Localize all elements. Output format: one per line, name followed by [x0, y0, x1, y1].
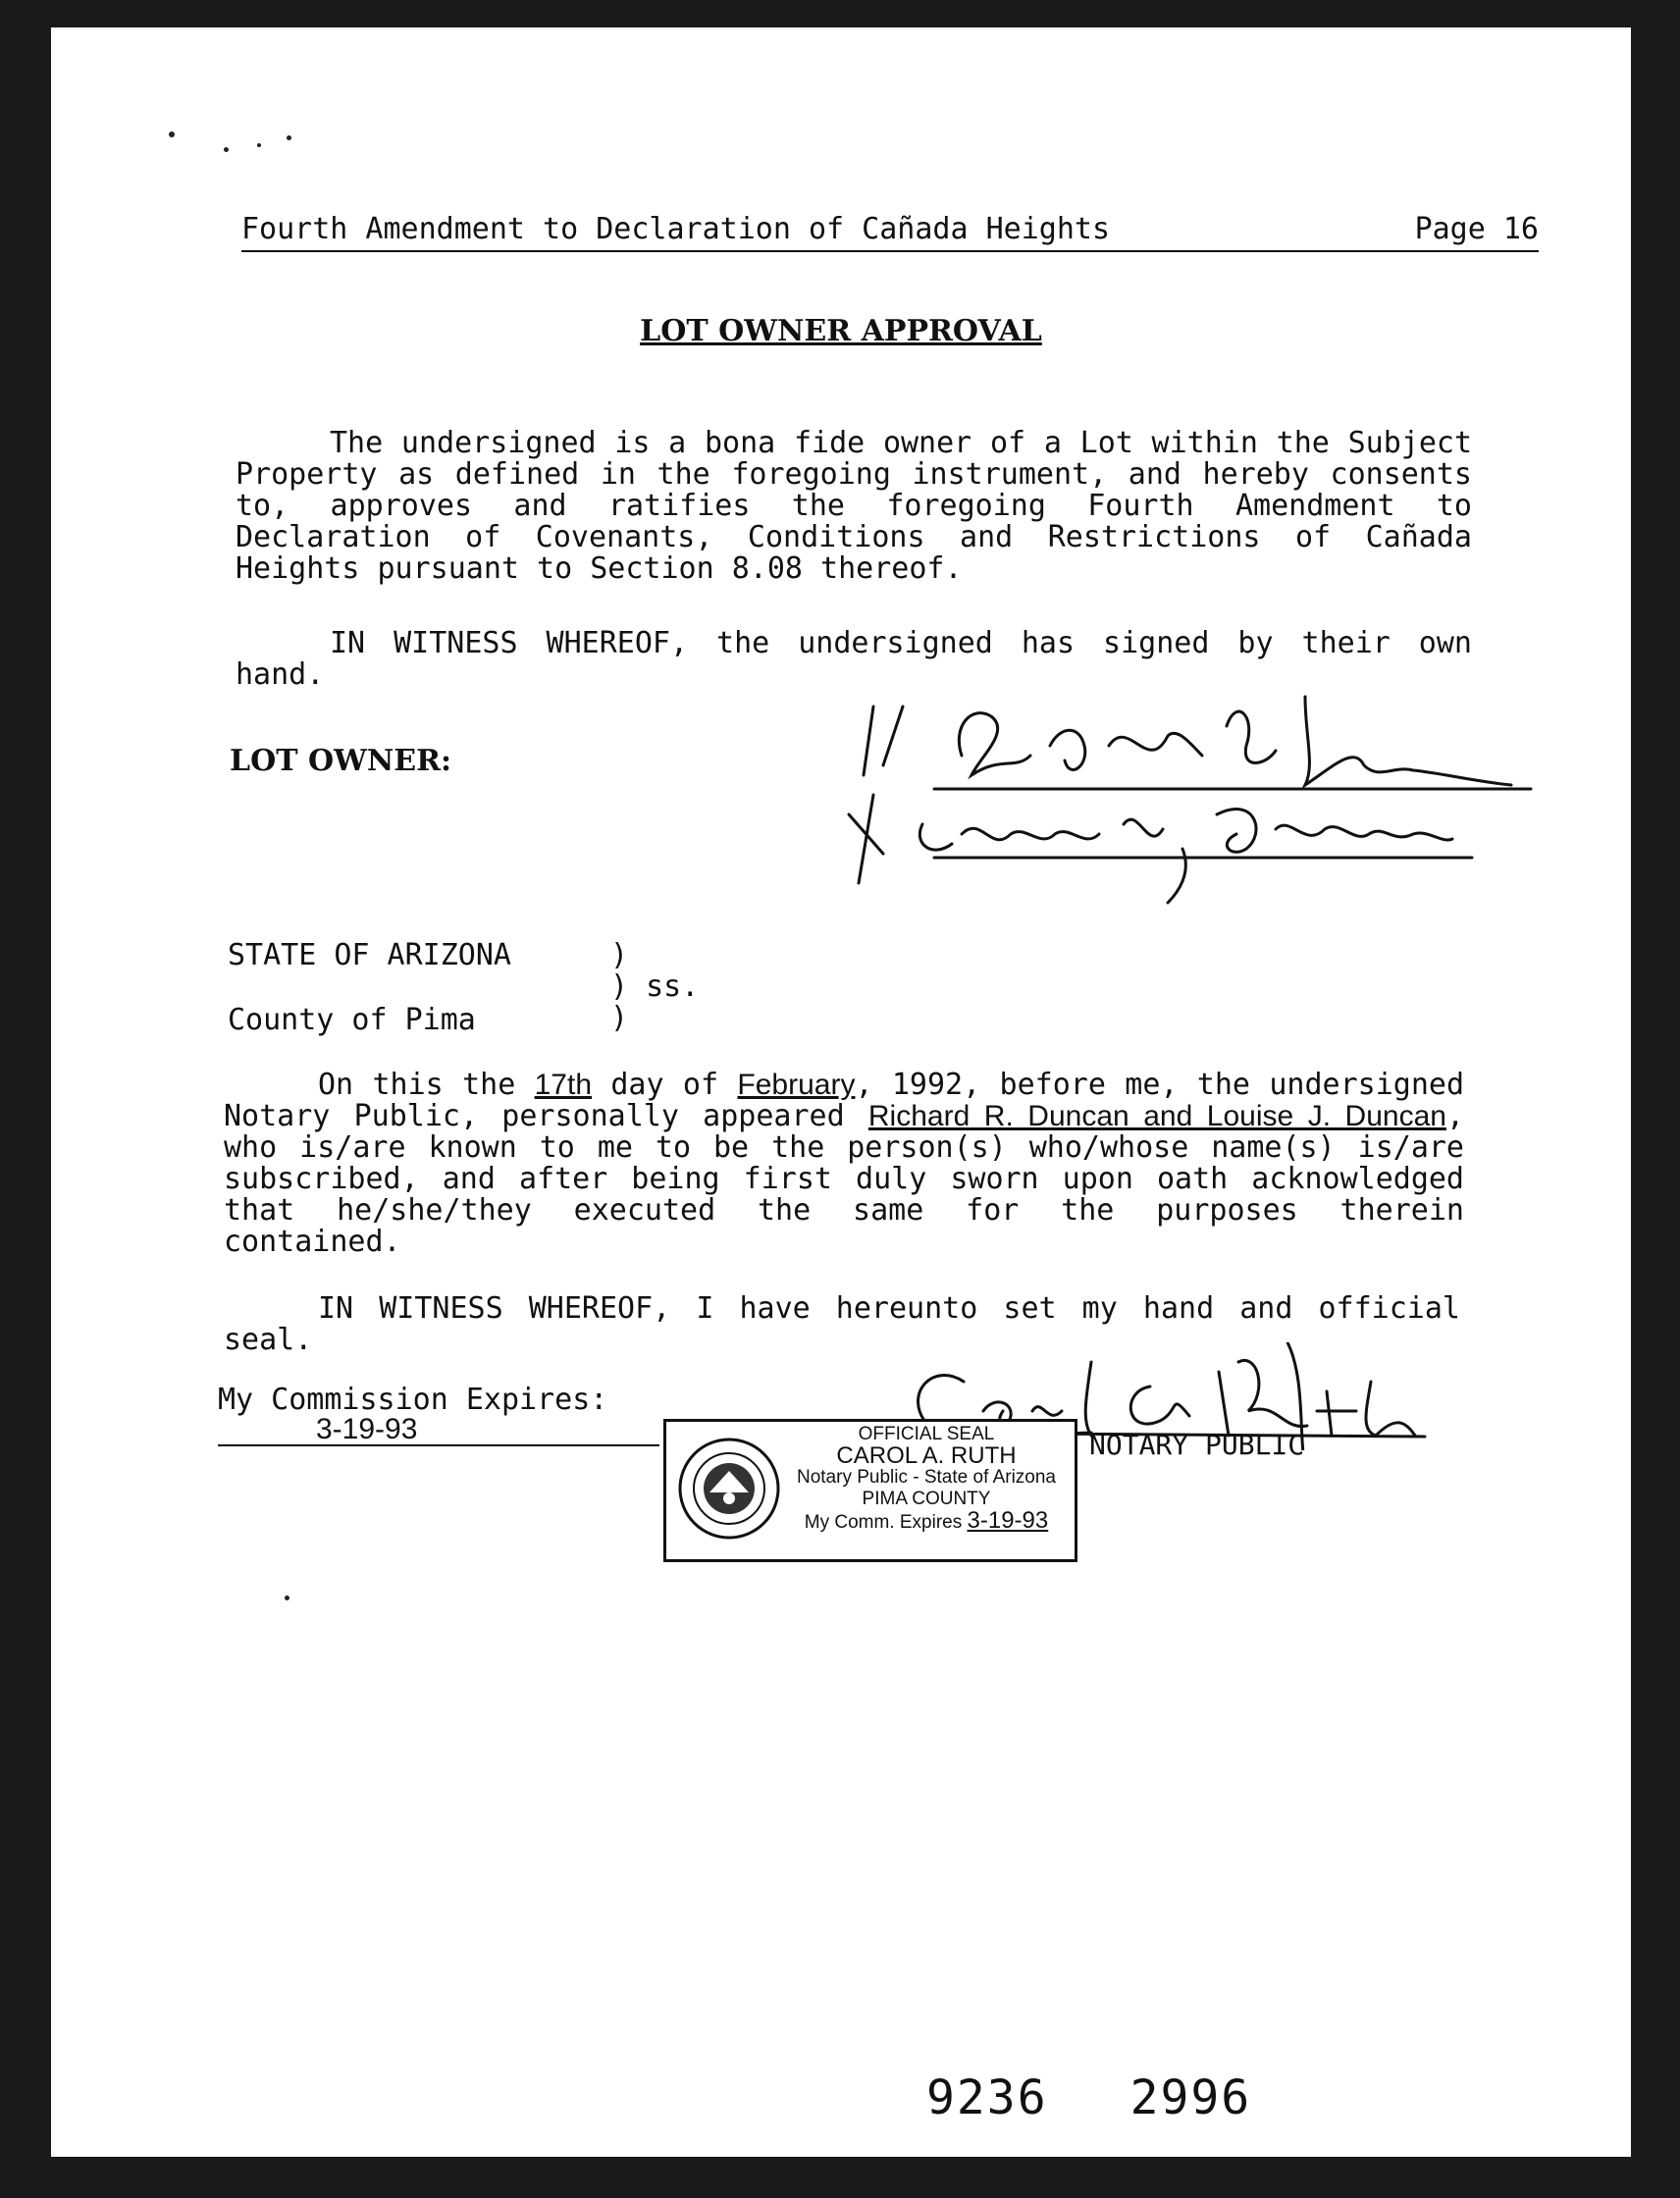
signature-louise [919, 810, 1452, 903]
scan-speck [285, 1596, 289, 1600]
page-number: Page 16 [1414, 212, 1539, 246]
state-label: STATE OF ARIZONA [228, 938, 511, 972]
acknowledgment-paragraph [224, 1070, 1464, 1258]
state-seal-emblem [674, 1434, 784, 1544]
venue-parens: ) ) ss. ) [610, 938, 700, 1035]
commission-block [218, 1383, 659, 1446]
heading-text: LOT OWNER APPROVAL [640, 314, 1042, 348]
seal-line-4: PIMA COUNTY [862, 1489, 991, 1509]
seal-text [784, 1424, 1069, 1534]
x-mark-2 [849, 795, 883, 883]
scan-speck [169, 131, 175, 137]
ack-day: 17th [534, 1069, 593, 1101]
signature-richard [959, 697, 1511, 785]
x-mark-1 [864, 706, 903, 775]
header-title: Fourth Amendment to Declaration of Cañada Heights [241, 212, 1111, 246]
notary-witness-paragraph: IN WITNESS WHEREOF, I have hereunto set my hand and official seal. [224, 1291, 1460, 1357]
seal-exp-label: My Comm. Expires [804, 1512, 963, 1533]
approval-paragraph: The undersigned is a bona fide owner of a Lot within the Subject Property as defined in the foregoing instrument, and hereby consents to, approves and ratifies the foregoing Fourth Amendment to Declaration of Covenants, Conditions and Restrictions of Cañada Heights pursuant to Section 8.08 thereof. [236, 426, 1472, 586]
page-header [241, 212, 1539, 252]
ack-text-4: , who is/are known to me to be the person(s) who/whose name(s) is/are subscribed, and after being first duly sworn upon oath acknowledged that he/she/they executed the same for the purposes therein contained. [224, 1099, 1465, 1259]
official-seal-stamp [663, 1419, 1077, 1562]
document-number [926, 2070, 1251, 2125]
section-heading [51, 314, 1631, 348]
ss-label: ss. [646, 969, 700, 1004]
scan-speck [224, 147, 229, 152]
notary-public-label: NOTARY PUBLIC [1089, 1429, 1305, 1461]
seal-line-1: OFFICIAL SEAL [858, 1424, 995, 1444]
ack-text-1: On this the [318, 1068, 516, 1102]
commission-label: My Commission Expires: [218, 1383, 608, 1417]
ack-text-2: day of [610, 1068, 719, 1102]
seal-exp-date: 3-19-93 [967, 1507, 1049, 1534]
county-label: County of Pima [228, 1003, 476, 1037]
ack-text-3: , 1992, before me, the undersigned Notary Public, personally appeared [224, 1068, 1465, 1133]
lot-owner-label: LOT OWNER: [230, 744, 452, 778]
lot-owner-signatures [844, 687, 1570, 913]
commission-date: 3-19-93 [218, 1415, 659, 1446]
document-page [51, 27, 1631, 2157]
scan-speck [287, 135, 291, 140]
seal-name: CAROL A. RUTH [836, 1442, 1017, 1469]
doc-number-2: 2996 [1129, 2070, 1252, 2125]
witness-paragraph: IN WITNESS WHEREOF, the undersigned has signed by their own hand. [236, 626, 1472, 692]
seal-line-3: Notary Public - State of Arizona [796, 1467, 1056, 1488]
venue-block [228, 938, 511, 1038]
ack-names: Richard R. Duncan and Louise J. Duncan [867, 1100, 1446, 1132]
scan-speck [257, 143, 261, 147]
ack-month: February [737, 1069, 856, 1101]
doc-number-1: 9236 [926, 2070, 1048, 2125]
